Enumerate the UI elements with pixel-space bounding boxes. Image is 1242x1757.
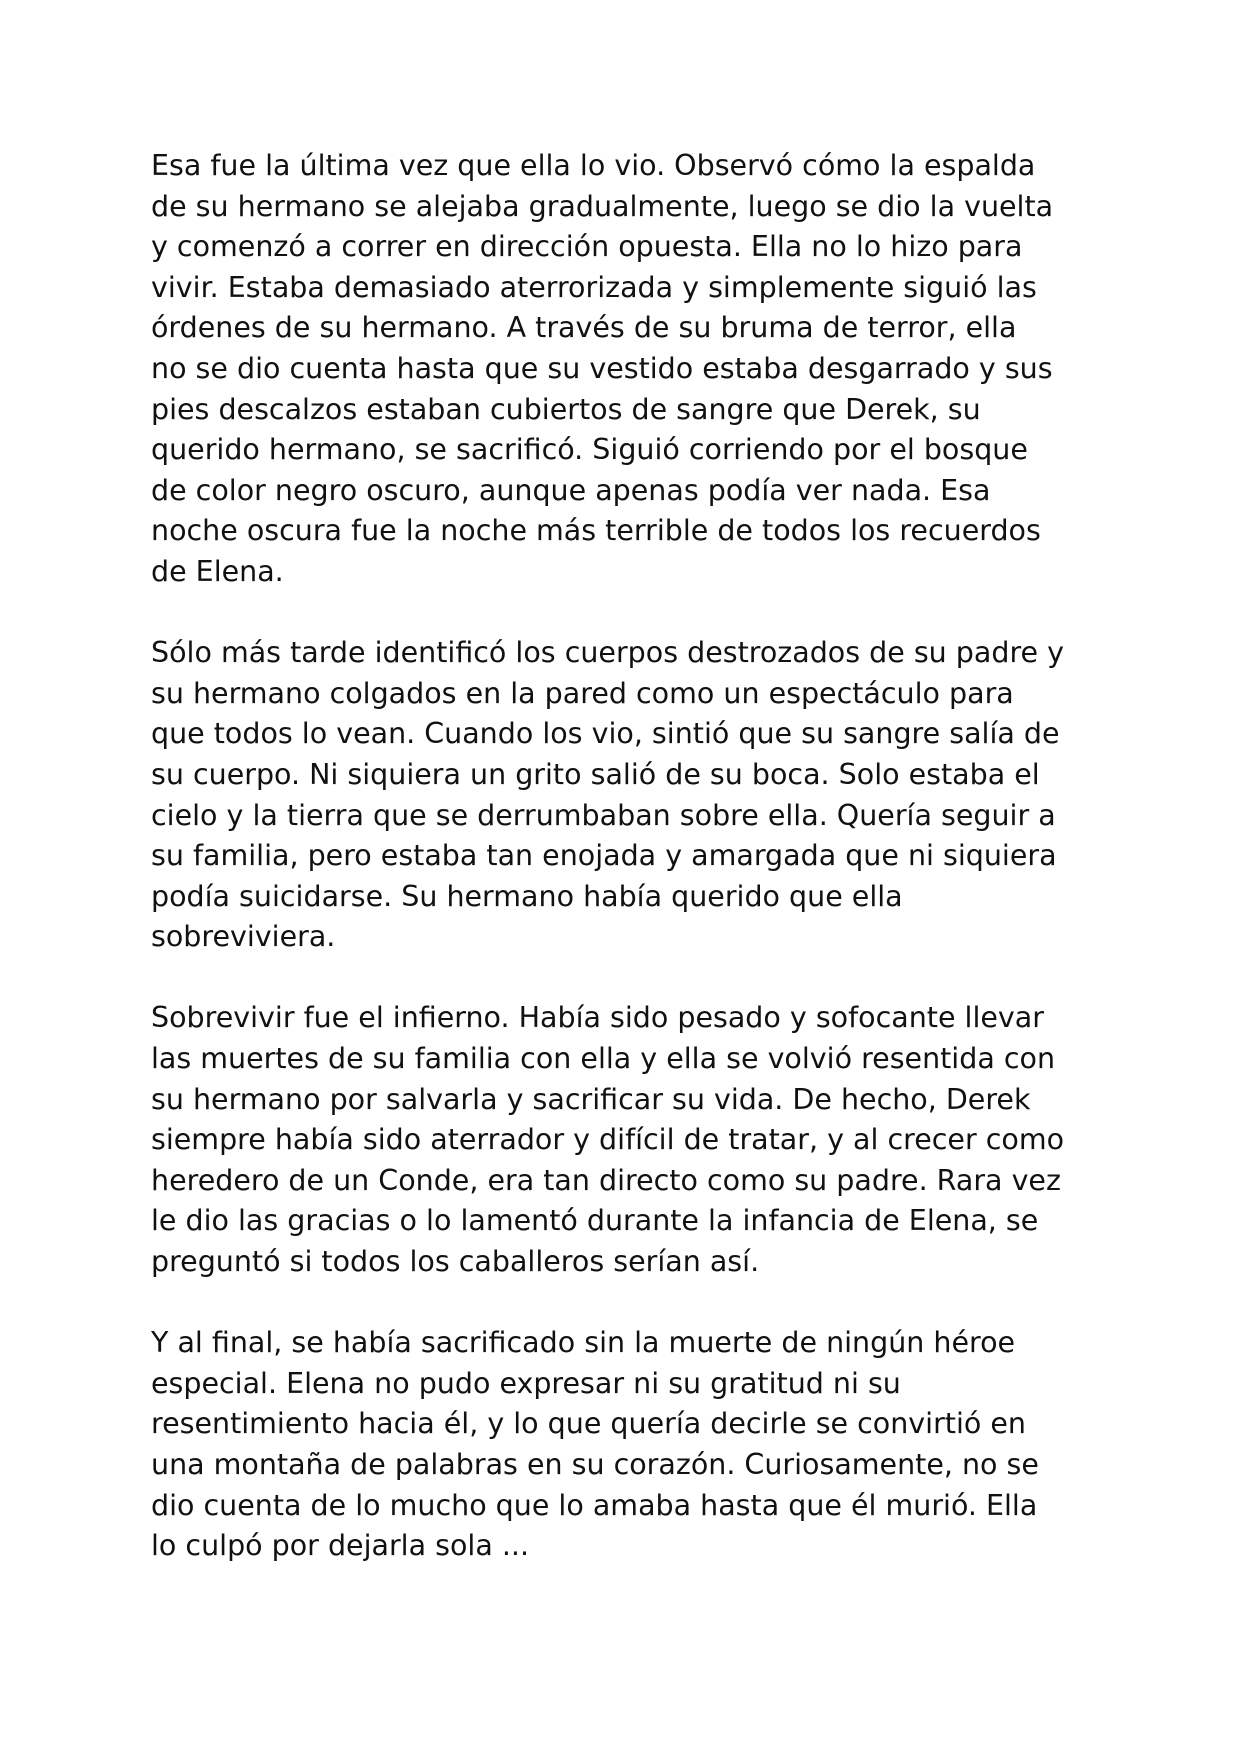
text-line: no se dio cuenta hasta que su vestido estaba desgarrado y sus <box>151 351 1053 385</box>
text-line: cielo y la tierra que se derrumbaban sobre ella. Quería seguir a <box>151 798 1056 832</box>
paragraph-1 <box>151 146 1111 593</box>
text-line: y comenzó a correr en dirección opuesta. Ella no lo hizo para <box>151 230 1023 264</box>
text-line: Esa fue la última vez que ella lo vio. Observó cómo la espalda <box>151 149 1036 182</box>
text-line: siempre había sido aterrador y difícil de tratar, y al crecer como <box>151 1123 1065 1157</box>
text-line: su cuerpo. Ni siquiera un grito salió de su boca. Solo estaba el <box>151 757 1040 791</box>
paragraph-4 <box>151 1323 1111 1567</box>
text-line: que todos lo vean. Cuando los vio, sintió que su sangre salía de <box>151 717 1060 751</box>
text-line: vivir. Estaba demasiado aterrorizada y simplemente siguió las <box>151 270 1037 304</box>
text-line: lo culpó por dejarla sola ... <box>151 1529 530 1563</box>
text-line: Sólo más tarde identificó los cuerpos destrozados de su padre y <box>151 636 1065 670</box>
paragraph-3 <box>151 998 1111 1282</box>
text-line: órdenes de su hermano. A través de su bruma de terror, ella <box>151 311 1017 345</box>
text-line: preguntó si todos los caballeros serían así. <box>151 1245 760 1279</box>
text-line: su hermano por salvarla y sacrificar su vida. De hecho, Derek <box>151 1082 1031 1116</box>
text-line: especial. Elena no pudo expresar ni su gratitud ni su <box>151 1366 901 1400</box>
text-line: heredero de un Conde, era tan directo como su padre. Rara vez <box>151 1163 1061 1197</box>
text-line: pies descalzos estaban cubiertos de sangre que Derek, su <box>151 392 981 426</box>
text-line: dio cuenta de lo mucho que lo amaba hasta que él murió. Ella <box>151 1488 1038 1522</box>
text-line: resentimiento hacia él, y lo que quería decirle se convirtió en <box>151 1407 1026 1441</box>
text-line: de Elena. <box>151 554 284 588</box>
text-line: querido hermano, se sacrificó. Siguió corriendo por el bosque <box>151 433 1028 467</box>
text-line: las muertes de su familia con ella y ella se volvió resentida con <box>151 1042 1056 1076</box>
text-line: noche oscura fue la noche más terrible de todos los recuerdos <box>151 514 1041 548</box>
text-line: de su hermano se alejaba gradualmente, luego se dio la vuelta <box>151 189 1054 223</box>
text-line: su familia, pero estaba tan enojada y amargada que ni siquiera <box>151 839 1057 873</box>
text-line: le dio las gracias o lo lamentó durante la infancia de Elena, se <box>151 1204 1039 1238</box>
paragraph-2 <box>151 633 1111 958</box>
text-line: Sobrevivir fue el infierno. Había sido pesado y sofocante llevar <box>151 1001 1044 1035</box>
text-line: su hermano colgados en la pared como un espectáculo para <box>151 676 1014 710</box>
text-line: Y al final, se había sacrificado sin la muerte de ningún héroe <box>151 1326 1016 1360</box>
text-line: de color negro oscuro, aunque apenas podía ver nada. Esa <box>151 473 991 507</box>
text-line: una montaña de palabras en su corazón. Curiosamente, no se <box>151 1448 1039 1481</box>
text-line: podía suicidarse. Su hermano había querido que ella <box>151 879 903 913</box>
text-line: sobreviviera. <box>151 920 336 954</box>
document-body <box>151 146 1111 1607</box>
